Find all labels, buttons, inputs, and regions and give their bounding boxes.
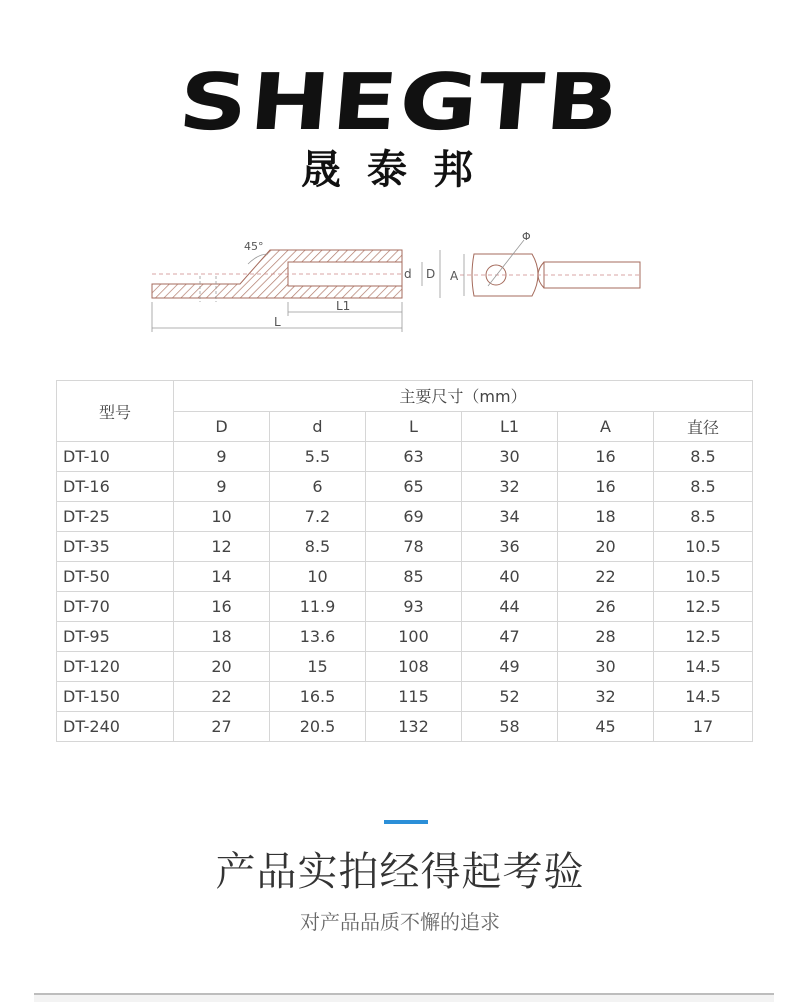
value-cell: 85 xyxy=(366,562,462,592)
value-cell: 58 xyxy=(462,712,558,742)
value-cell: 8.5 xyxy=(270,532,366,562)
value-cell: 10.5 xyxy=(654,532,753,562)
value-cell: 108 xyxy=(366,652,462,682)
value-cell: 47 xyxy=(462,622,558,652)
spec-table xyxy=(56,380,753,742)
value-cell: 11.9 xyxy=(270,592,366,622)
table-row xyxy=(57,562,753,592)
value-cell: 20 xyxy=(174,652,270,682)
table-row xyxy=(57,712,753,742)
angle-label: 45° xyxy=(244,240,264,253)
brand-logo-cn: 晟泰邦 xyxy=(301,147,499,193)
value-cell: 16 xyxy=(558,442,654,472)
value-cell: 8.5 xyxy=(654,472,753,502)
value-cell: 36 xyxy=(462,532,558,562)
model-cell: DT-240 xyxy=(57,712,174,742)
value-cell: 18 xyxy=(174,622,270,652)
value-cell: 20.5 xyxy=(270,712,366,742)
value-cell: 16.5 xyxy=(270,682,366,712)
value-cell: 93 xyxy=(366,592,462,622)
model-cell: DT-50 xyxy=(57,562,174,592)
model-cell: DT-35 xyxy=(57,532,174,562)
column-header: 直径 xyxy=(654,411,753,442)
section-title: 产品实拍经得起考验 xyxy=(215,849,585,895)
table-row xyxy=(57,472,753,502)
value-cell: 22 xyxy=(558,562,654,592)
value-cell: 44 xyxy=(462,592,558,622)
value-cell: 9 xyxy=(174,472,270,502)
spec-table-body xyxy=(57,442,753,742)
value-cell: 12.5 xyxy=(654,592,753,622)
value-cell: 32 xyxy=(462,472,558,502)
brand-logo-en: SHEGTB xyxy=(175,58,625,148)
table-row xyxy=(57,592,753,622)
l1-label: L1 xyxy=(336,299,351,313)
value-cell: 14.5 xyxy=(654,652,753,682)
model-cell: DT-16 xyxy=(57,472,174,502)
value-cell: 45 xyxy=(558,712,654,742)
value-cell: 63 xyxy=(366,442,462,472)
value-cell: 14 xyxy=(174,562,270,592)
value-cell: 27 xyxy=(174,712,270,742)
value-cell: 12 xyxy=(174,532,270,562)
value-cell: 15 xyxy=(270,652,366,682)
table-row xyxy=(57,442,753,472)
d-big-label: D xyxy=(426,267,436,281)
value-cell: 34 xyxy=(462,502,558,532)
value-cell: 52 xyxy=(462,682,558,712)
l-label: L xyxy=(274,315,281,329)
a-label: A xyxy=(450,269,459,283)
model-cell: DT-150 xyxy=(57,682,174,712)
value-cell: 14.5 xyxy=(654,682,753,712)
bottom-divider xyxy=(34,993,774,1002)
model-cell: DT-95 xyxy=(57,622,174,652)
value-cell: 22 xyxy=(174,682,270,712)
value-cell: 16 xyxy=(174,592,270,622)
value-cell: 7.2 xyxy=(270,502,366,532)
value-cell: 17 xyxy=(654,712,753,742)
value-cell: 49 xyxy=(462,652,558,682)
model-header: 型号 xyxy=(57,381,174,442)
value-cell: 8.5 xyxy=(654,442,753,472)
value-cell: 13.6 xyxy=(270,622,366,652)
section-subtitle: 对产品品质不懈的追求 xyxy=(300,910,500,934)
column-header: L1 xyxy=(462,411,558,442)
dimensions-group-header: 主要尺寸（mm） xyxy=(174,381,753,412)
value-cell: 100 xyxy=(366,622,462,652)
section-accent-bar xyxy=(384,820,428,824)
value-cell: 18 xyxy=(558,502,654,532)
value-cell: 32 xyxy=(558,682,654,712)
value-cell: 65 xyxy=(366,472,462,502)
column-header: A xyxy=(558,411,654,442)
table-row xyxy=(57,502,753,532)
d-small-label: d xyxy=(404,267,412,281)
column-header: L xyxy=(366,411,462,442)
value-cell: 30 xyxy=(558,652,654,682)
value-cell: 8.5 xyxy=(654,502,753,532)
terminal-diagram xyxy=(140,228,660,338)
side-view xyxy=(152,240,440,332)
value-cell: 12.5 xyxy=(654,622,753,652)
value-cell: 10 xyxy=(270,562,366,592)
model-cell: DT-25 xyxy=(57,502,174,532)
value-cell: 40 xyxy=(462,562,558,592)
table-row xyxy=(57,532,753,562)
value-cell: 132 xyxy=(366,712,462,742)
top-view xyxy=(450,230,642,296)
value-cell: 6 xyxy=(270,472,366,502)
table-row xyxy=(57,682,753,712)
value-cell: 16 xyxy=(558,472,654,502)
table-row xyxy=(57,622,753,652)
column-header: d xyxy=(270,411,366,442)
value-cell: 115 xyxy=(366,682,462,712)
value-cell: 30 xyxy=(462,442,558,472)
column-header: D xyxy=(174,411,270,442)
table-row xyxy=(57,652,753,682)
value-cell: 10.5 xyxy=(654,562,753,592)
value-cell: 9 xyxy=(174,442,270,472)
value-cell: 5.5 xyxy=(270,442,366,472)
value-cell: 28 xyxy=(558,622,654,652)
model-cell: DT-120 xyxy=(57,652,174,682)
value-cell: 69 xyxy=(366,502,462,532)
value-cell: 10 xyxy=(174,502,270,532)
model-cell: DT-70 xyxy=(57,592,174,622)
phi-label: Φ xyxy=(522,230,531,243)
value-cell: 78 xyxy=(366,532,462,562)
value-cell: 20 xyxy=(558,532,654,562)
model-cell: DT-10 xyxy=(57,442,174,472)
value-cell: 26 xyxy=(558,592,654,622)
